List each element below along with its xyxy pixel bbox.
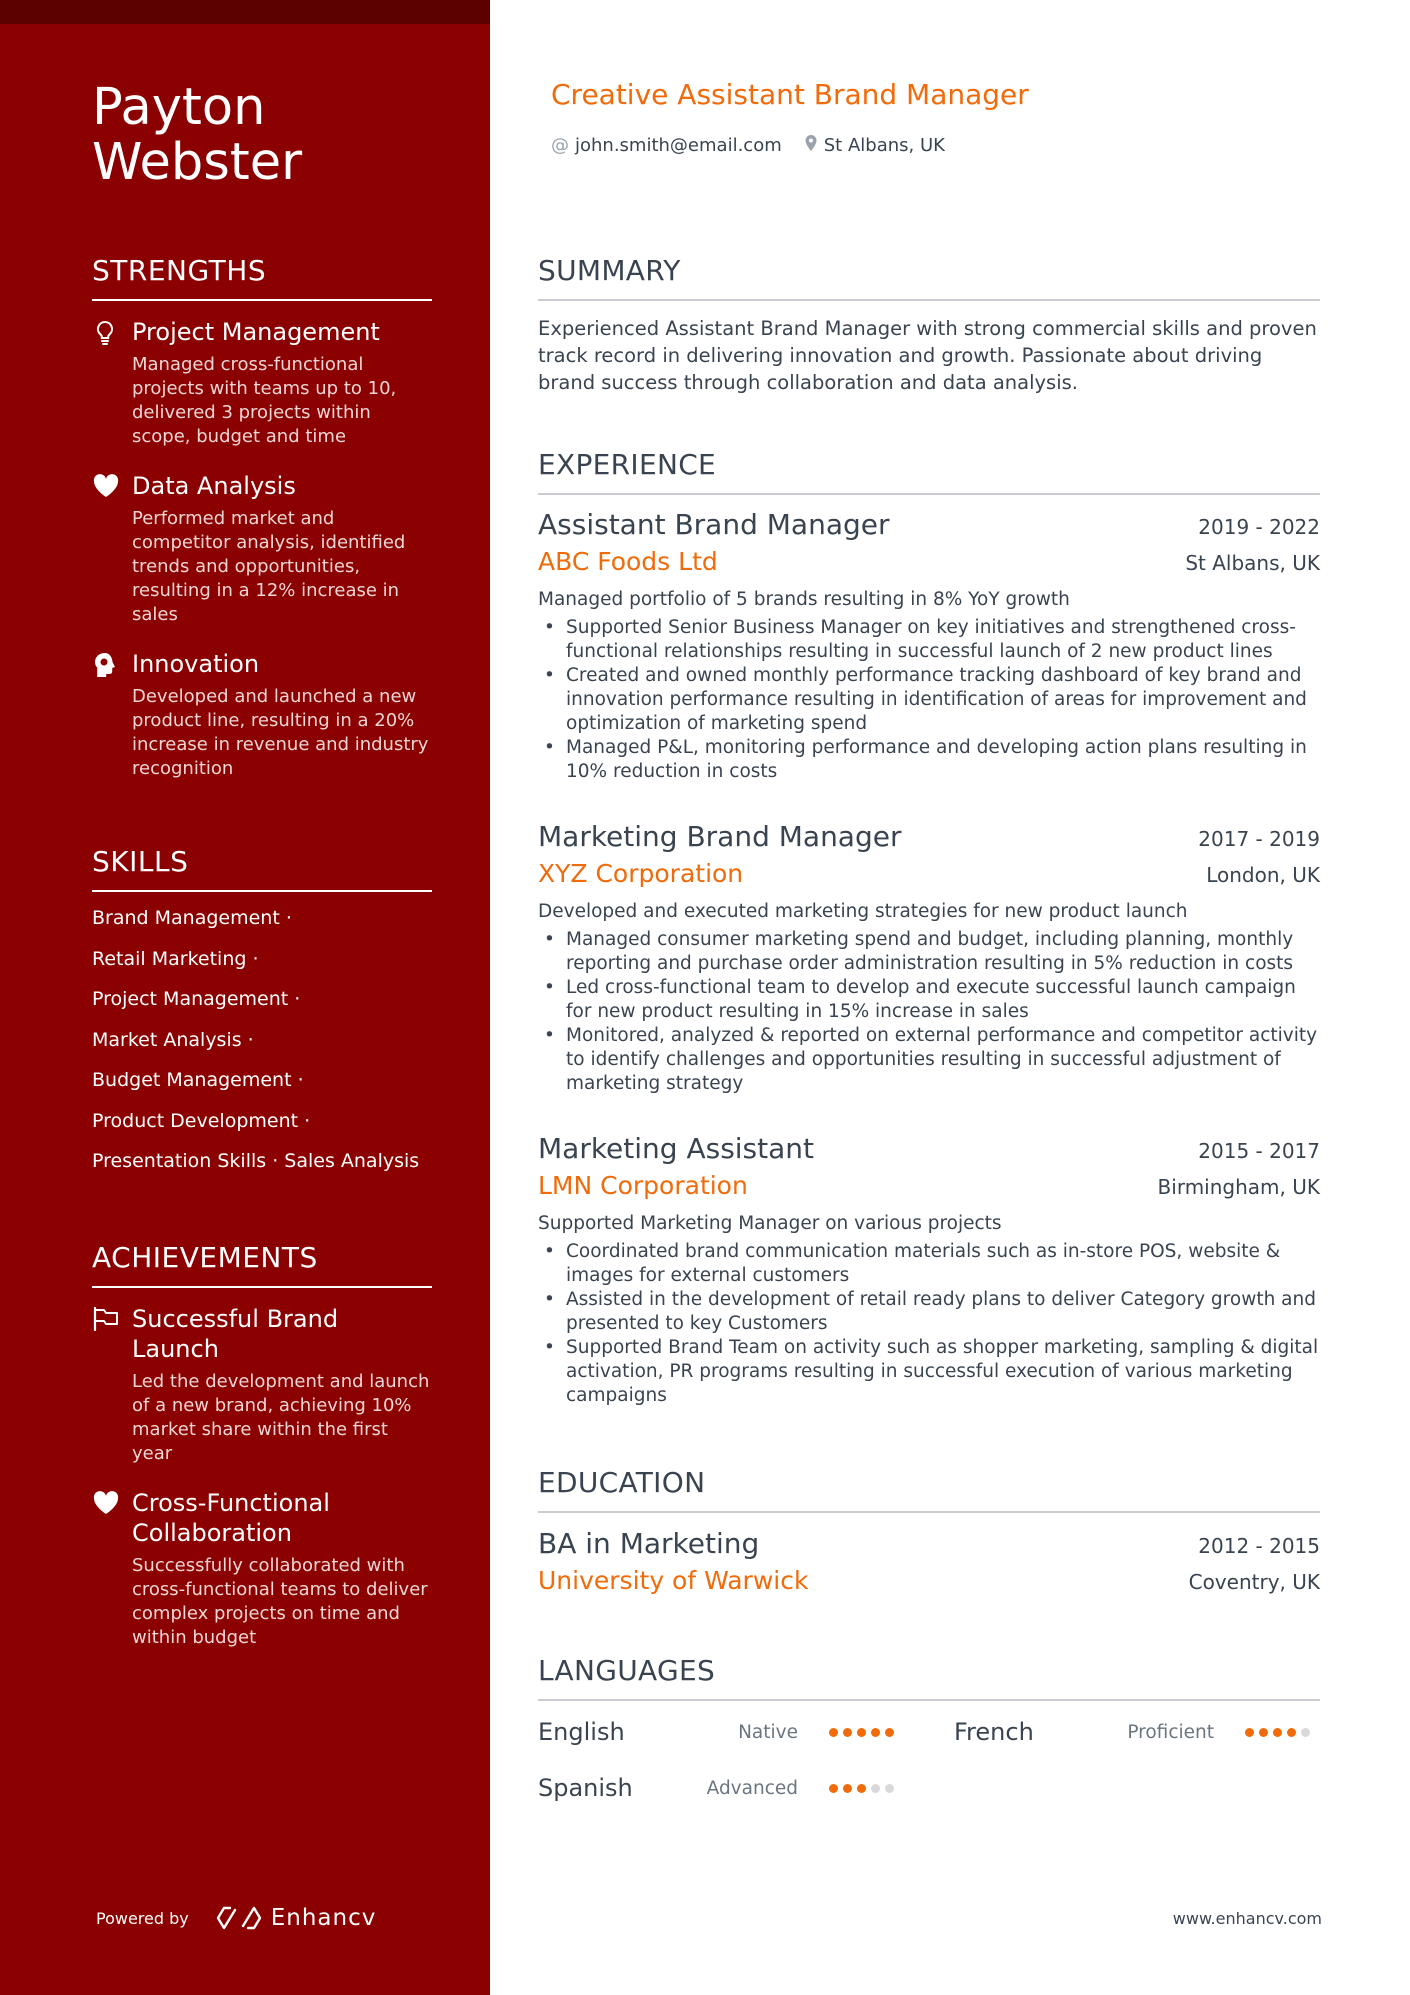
skill-line: Brand Management · <box>92 907 292 929</box>
language-rating <box>1240 1728 1310 1737</box>
experience-heading: EXPERIENCE <box>538 448 1320 495</box>
language-item <box>954 1718 1320 1746</box>
strength-desc: Developed and launched a new product line, resulting in a 20% increase in revenue and industry recognition <box>132 686 429 779</box>
strength-item <box>92 317 432 449</box>
experience-bullets <box>538 928 1320 1096</box>
enhancv-brand-text: Enhancv <box>270 1905 377 1931</box>
education-school: University of Warwick <box>538 1566 809 1595</box>
bullet-item: • Created and owned monthly performance tracking dashboard of key brand and innovation performance resulting in identification of areas for improvement and optimization of marketing spend <box>538 664 1320 736</box>
strength-desc: Performed market and competitor analysis, identified trends and opportunities, resulting in a 12% increase in sales <box>132 508 406 625</box>
experience-role: Marketing Brand Manager <box>538 820 902 853</box>
languages-section <box>538 1654 1320 1701</box>
language-level: Proficient <box>1127 1721 1214 1743</box>
education-dates: 2012 - 2015 <box>1198 1534 1320 1558</box>
achievement-title: Successful Brand Launch <box>132 1305 339 1363</box>
bullet-item: • Managed consumer marketing spend and budget, including planning, monthly reporting and purchase order administration resulting in 5% reduction in costs <box>538 928 1320 976</box>
achievement-item <box>92 1488 432 1650</box>
rating-dot-filled <box>1245 1728 1254 1737</box>
strength-title: Data Analysis <box>132 472 296 500</box>
language-rating <box>824 1784 894 1793</box>
location-text: St Albans, UK <box>823 135 945 156</box>
bullet-item: • Coordinated brand communication materials such as in-store POS, website & images for external customers <box>538 1240 1320 1288</box>
powered-by-label: Powered by <box>96 1908 189 1928</box>
education-heading: EDUCATION <box>538 1466 1320 1513</box>
rating-dot-filled <box>1259 1728 1268 1737</box>
bullet-item: • Led cross-functional team to develop and execute successful launch campaign for new product resulting in 15% increase in sales <box>538 976 1320 1024</box>
strengths-heading: STRENGTHS <box>92 254 432 301</box>
education-degree: BA in Marketing <box>538 1527 760 1560</box>
strength-title: Project Management <box>132 318 380 346</box>
experience-company: ABC Foods Ltd <box>538 547 718 576</box>
rating-dot-filled <box>871 1728 880 1737</box>
skill-line: Project Management · <box>92 988 301 1010</box>
achievements-heading: ACHIEVEMENTS <box>92 1241 432 1288</box>
location-pin-icon <box>804 134 818 157</box>
experience-section <box>538 448 1320 495</box>
language-name: French <box>954 1718 1034 1746</box>
experience-dates: 2019 - 2022 <box>1198 515 1320 539</box>
skill-line: Retail Marketing · <box>92 947 259 970</box>
lightbulb-icon <box>92 319 120 347</box>
skills-section <box>92 845 432 1190</box>
language-name: English <box>538 1718 625 1746</box>
at-icon: @ <box>551 135 569 156</box>
heart-icon <box>92 473 120 501</box>
experience-description: Developed and executed marketing strategies for new product launch <box>538 901 1188 922</box>
bullet-item: • Assisted in the development of retail ready plans to deliver Category growth and presented to key Customers <box>538 1288 1320 1336</box>
main-content <box>538 0 1320 1995</box>
achievement-desc: Led the development and launch of a new brand, achieving 10% market share within the first year <box>132 1371 430 1464</box>
bullet-item: • Supported Brand Team on activity such as shopper marketing, sampling & digital activation, PR programs resulting in successful execution of various marketing campaigns <box>538 1336 1320 1408</box>
experience-role: Marketing Assistant <box>538 1132 815 1165</box>
flag-icon <box>92 1306 120 1334</box>
rating-dot-empty <box>1301 1728 1310 1737</box>
sidebar <box>0 0 490 1995</box>
summary-section <box>538 254 1320 396</box>
experience-location: Birmingham, UK <box>1157 1175 1320 1199</box>
rating-dot-empty <box>885 1784 894 1793</box>
website-link[interactable]: www.enhancv.com <box>1172 1909 1322 1928</box>
language-rating <box>824 1728 894 1737</box>
rating-dot-filled <box>829 1728 838 1737</box>
education-location: Coventry, UK <box>1188 1570 1320 1594</box>
skill-line: Presentation Skills · Sales Analysis <box>92 1150 420 1172</box>
bullet-item: • Supported Senior Business Manager on key initiatives and strengthened cross-functional relationships resulting in successful launch of 2 new product lines <box>538 616 1320 664</box>
rating-dot-filled <box>843 1728 852 1737</box>
candidate-name: Payton Webster <box>92 78 303 192</box>
skills-list <box>92 906 432 1190</box>
skill-line: Product Development · <box>92 1109 311 1132</box>
powered-by-footer <box>96 1905 376 1931</box>
strength-item <box>92 471 432 627</box>
language-item <box>538 1774 904 1802</box>
summary-heading: SUMMARY <box>538 254 1320 301</box>
experience-dates: 2015 - 2017 <box>1198 1139 1320 1163</box>
language-level: Advanced <box>706 1777 798 1799</box>
summary-text: Experienced Assistant Brand Manager with strong commercial skills and proven track record in delivering innovation and growth. Passionate about driving brand success through collaboration and data analysis. <box>538 317 1317 394</box>
email-contact[interactable] <box>551 135 782 156</box>
achievement-item <box>92 1304 432 1466</box>
strength-desc: Managed cross-functional projects with teams up to 10, delivered 3 projects within scope, budget and time <box>132 354 397 447</box>
skills-heading: SKILLS <box>92 845 432 892</box>
language-item <box>538 1718 904 1746</box>
experience-dates: 2017 - 2019 <box>1198 827 1320 851</box>
contact-bar <box>551 134 967 157</box>
rating-dot-filled <box>1287 1728 1296 1737</box>
sidebar-top-band <box>0 0 490 24</box>
enhancv-logo-icon <box>215 1906 263 1930</box>
strengths-section <box>92 254 432 781</box>
heart-icon <box>92 1490 120 1518</box>
skill-line: Market Analysis · <box>92 1028 254 1051</box>
experience-item <box>538 820 1320 1096</box>
experience-bullets <box>538 616 1320 784</box>
rating-dot-empty <box>871 1784 880 1793</box>
rating-dot-filled <box>843 1784 852 1793</box>
experience-company: XYZ Corporation <box>538 859 744 888</box>
bullet-item: • Managed P&L, monitoring performance and developing action plans resulting in 10% reduction in costs <box>538 736 1320 784</box>
language-name: Spanish <box>538 1774 633 1802</box>
experience-location: St Albans, UK <box>1185 551 1320 575</box>
strength-title: Innovation <box>132 650 260 678</box>
rating-dot-filled <box>885 1728 894 1737</box>
experience-location: London, UK <box>1206 863 1320 887</box>
enhancv-logo[interactable] <box>215 1905 377 1931</box>
language-level: Native <box>738 1721 798 1743</box>
bullet-item: • Monitored, analyzed & reported on external performance and competitor activity to identify challenges and opportunities resulting in successful adjustment of marketing strategy <box>538 1024 1320 1096</box>
experience-role: Assistant Brand Manager <box>538 508 890 541</box>
email-text: john.smith@email.com <box>575 135 782 156</box>
skill-line: Budget Management · <box>92 1069 304 1091</box>
rating-dot-filled <box>829 1784 838 1793</box>
headline: Creative Assistant Brand Manager <box>551 78 1029 111</box>
education-section <box>538 1466 1320 1595</box>
location-contact <box>804 134 945 157</box>
experience-company: LMN Corporation <box>538 1171 748 1200</box>
achievements-section <box>92 1241 432 1650</box>
languages-heading: LANGUAGES <box>538 1654 1320 1701</box>
experience-bullets <box>538 1240 1320 1408</box>
experience-description: Supported Marketing Manager on various projects <box>538 1213 1002 1234</box>
head-brain-icon <box>92 651 120 679</box>
strength-item <box>92 649 432 781</box>
experience-description: Managed portfolio of 5 brands resulting in 8% YoY growth <box>538 589 1070 610</box>
rating-dot-filled <box>857 1784 866 1793</box>
rating-dot-filled <box>857 1728 866 1737</box>
achievement-desc: Successfully collaborated with cross-functional teams to deliver complex projects on time and within budget <box>132 1555 428 1648</box>
experience-item <box>538 508 1320 784</box>
rating-dot-filled <box>1273 1728 1282 1737</box>
achievement-title: Cross-Functional Collaboration <box>132 1489 330 1547</box>
experience-item <box>538 1132 1320 1408</box>
